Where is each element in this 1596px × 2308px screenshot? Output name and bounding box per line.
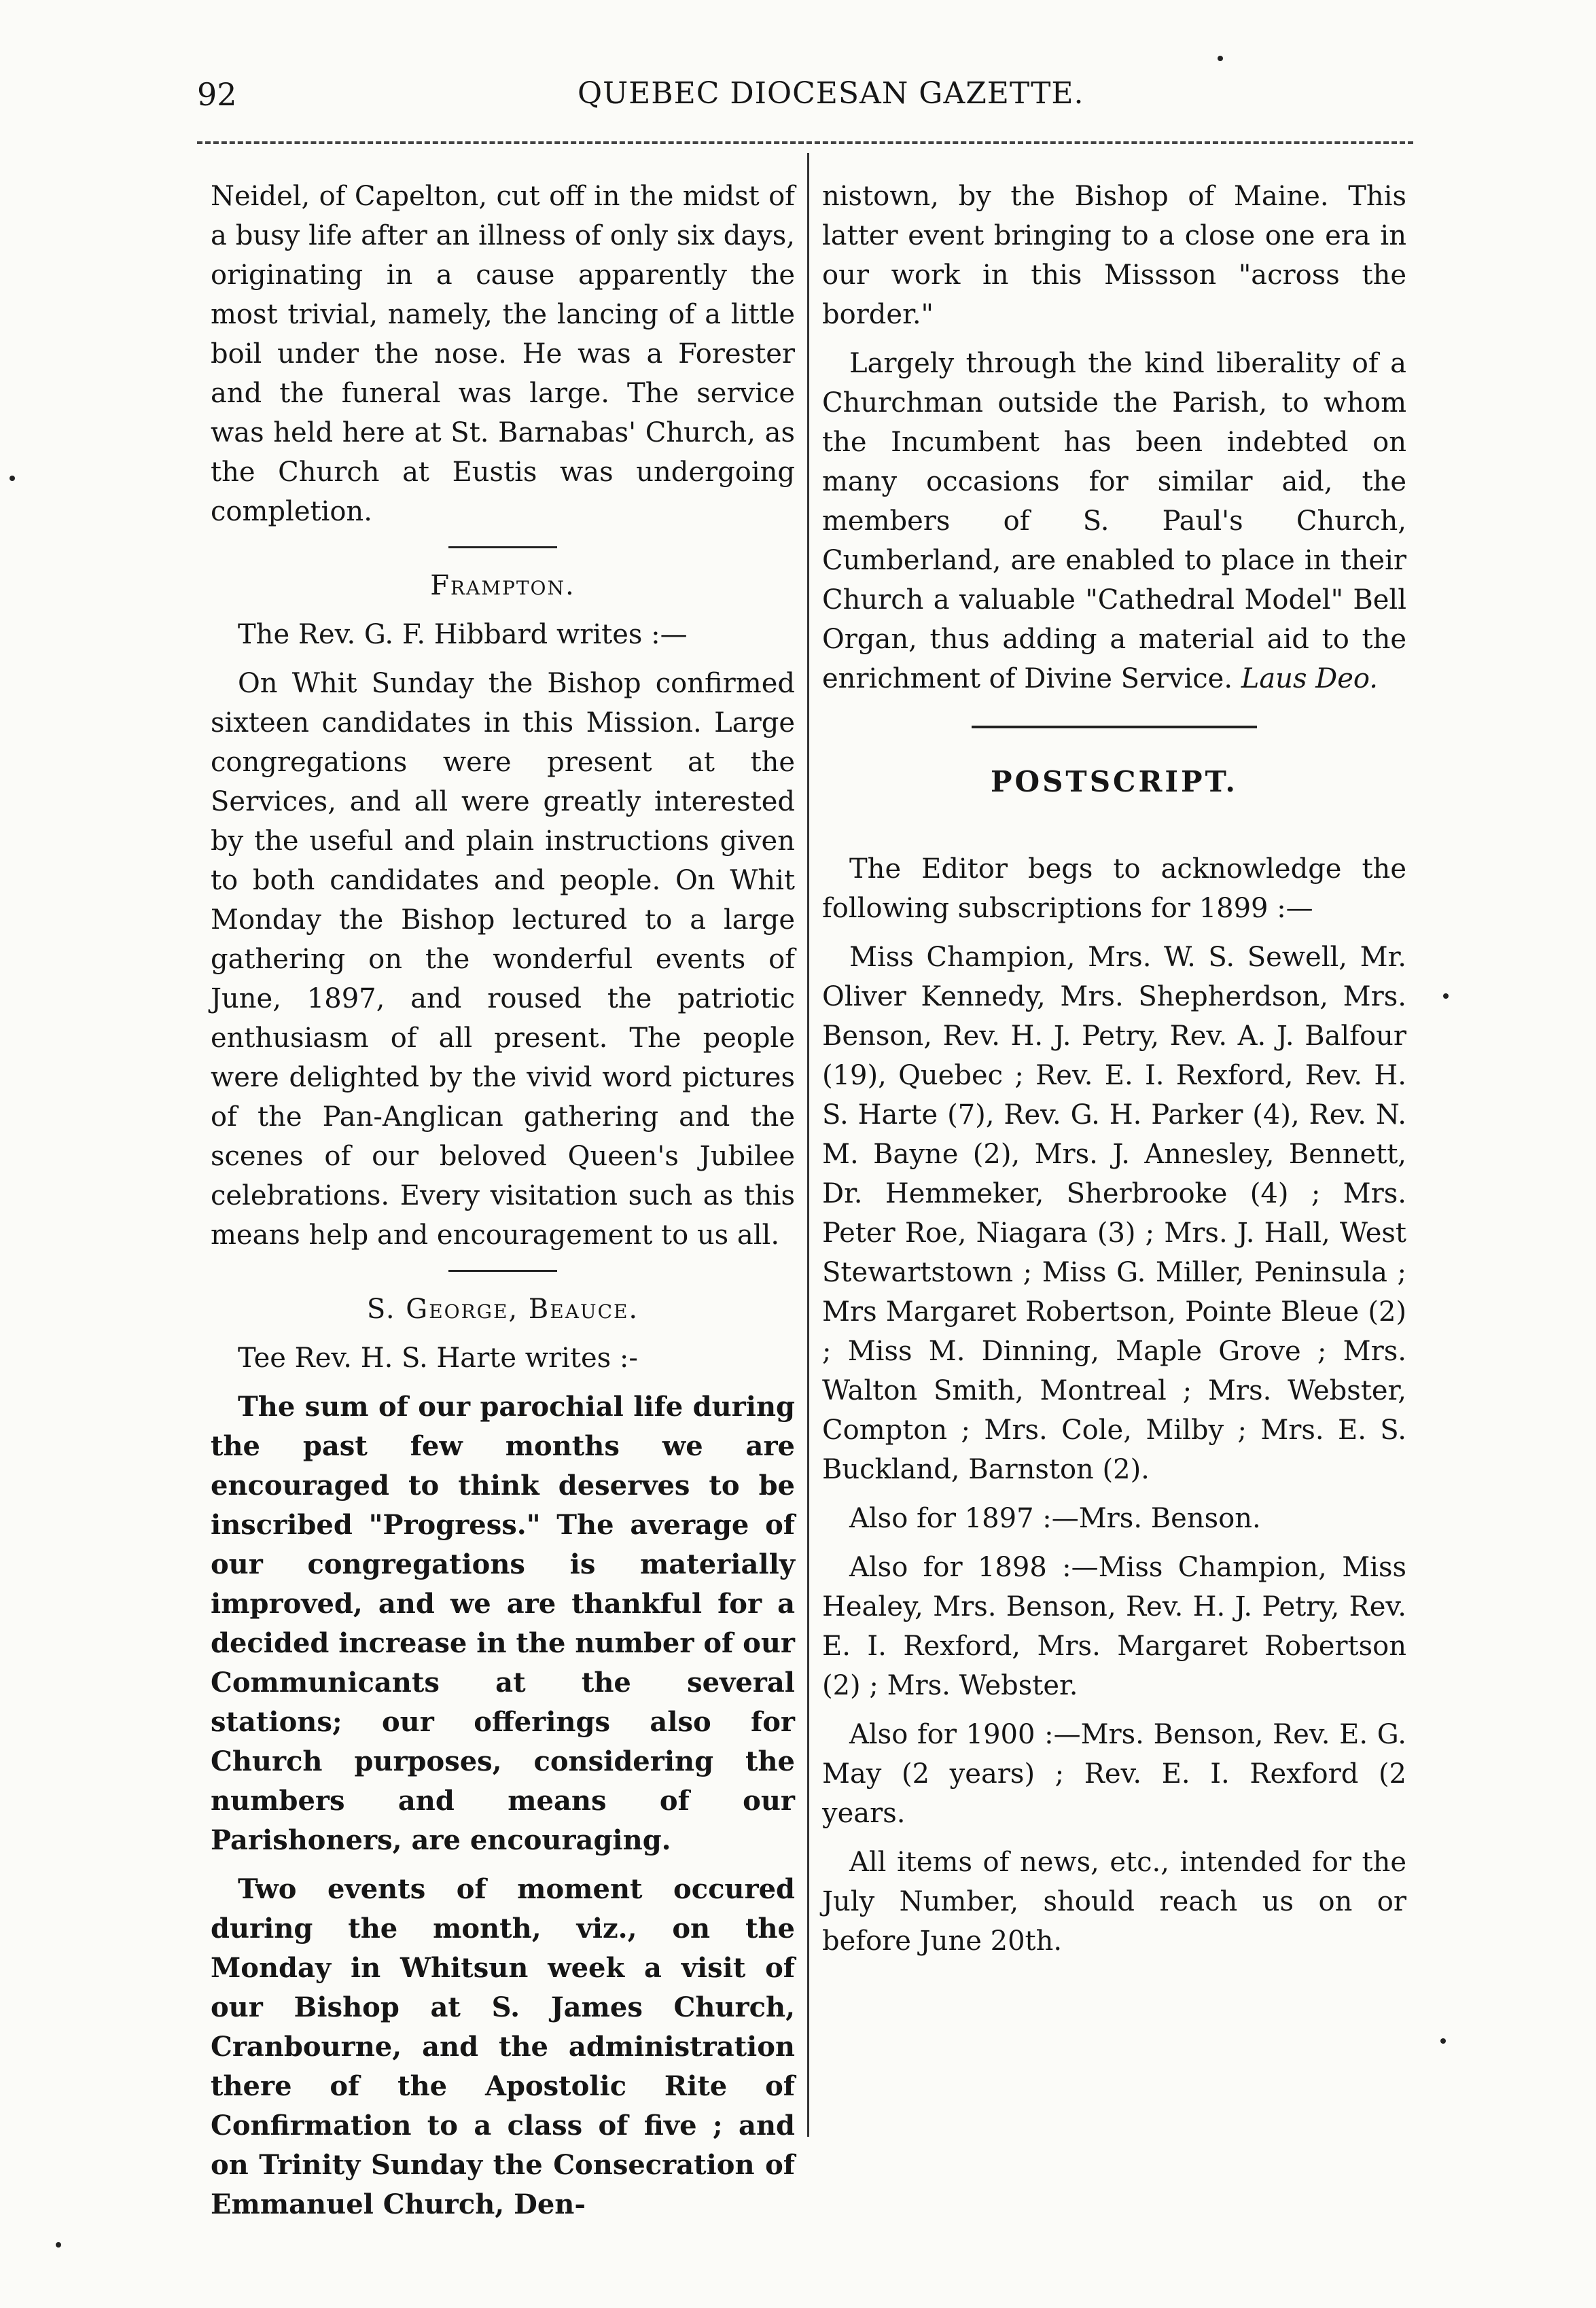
scan-speck [1443,993,1449,999]
postscript-intro: The Editor begs to acknowledge the following subscriptions for 1899 :— [822,853,1406,924]
organ-paragraph-text: Largely through the kind liberality of a Churchman outside the Parish, to whom the Incumbent has been indebted on many occasions for similar aid, the members of S. Paul's Church, Cumberland, are enabled to place in their Church a valuable "Cathedral Model" Bell Organ, thus adding a material aid to the enrichment of Divine Service. [822,348,1406,694]
beauce-paragraph: Two events of moment occured during the month, viz., on the Monday in Whitsun week a visit of our Bishop at S. James Church, Cranbourne, and the administration there of the Apostolic Rite of Confirmation to a class of five ; and on Trinity Sunday the Consecration of Emmanuel Church, Den- [211,1873,795,2220]
closing-notice: All items of news, etc., intended for the July Number, should reach us on or before June 20th. [822,1847,1406,1957]
running-title: QUEBEC DIOCESAN GAZETTE. [578,76,1084,111]
right-column [822,177,1406,1970]
beauce-heading: S. George, Beauce. [366,1294,639,1325]
beauce-paragraph: The sum of our parochial life during the past few months we are encouraged to think deserves to be inscribed "Progress." The average of our congregations is materially improved, and we are thankful for a decided increase in the number of our Communicants at the several stations; our offerings also for Church purposes, considering the numbers and means of our Parishoners, are encouraging. [211,1391,795,1856]
scan-speck [10,476,15,481]
scan-speck [56,2242,61,2248]
postscript-rule [972,726,1257,728]
header-rule [197,141,1413,144]
scan-speck [1440,2038,1446,2044]
frampton-byline: The Rev. G. F. Hibbard writes :— [238,619,688,650]
subscriber-list-1900: Also for 1900 :—Mrs. Benson, Rev. E. G. May (2 years) ; Rev. E. I. Rexford (2 years. [822,1719,1406,1829]
left-column [211,177,795,2234]
obituary-paragraph: Neidel, of Capelton, cut off in the midst of a busy life after an illness of only six days, originating in a cause apparently the most trivial, namely, the lancing of a little boil under the nose. He was a Forester and the funeral was large. The service was held here at St. Barnabas' Church, as the Church at Eustis was undergoing completion. [211,181,795,527]
subscriber-list: Miss Champion, Mrs. W. S. Sewell, Mr. Oliver Kennedy, Mrs. Shepherdson, Mrs. Benson, Rev. H. J. Petry, Rev. A. J. Balfour (19), Quebec ; Rev. E. I. Rexford, Rev. H. S. Harte (7), Rev. G. H. Parker (4), Rev. N. M. Bayne (2), Mrs. J. Annesley, Bennett, Dr. Hemmeker, Sherbrooke (4) ; Mrs. Peter Roe, Niagara (3) ; Mrs. J. Hall, West Stewartstown ; Miss G. Miller, Peninsula ; Mrs Margaret Robertson, Pointe Bleue (2) ; Miss M. Dinning, Maple Grove ; Mrs. Walton Smith, Montreal ; Mrs. Webster, Compton ; Mrs. Cole, Milby ; Mrs. E. S. Buckland, Barnston (2). [822,942,1406,1485]
page-number: 92 [197,76,237,113]
subscriber-list-1897: Also for 1897 :—Mrs. Benson. [849,1503,1261,1534]
continuation-paragraph: nistown, by the Bishop of Maine. This latter event bringing to a close one era in our work in this Missson "across the border." [822,181,1406,330]
column-divider [807,153,809,2137]
beauce-byline: Tee Rev. H. S. Harte writes :- [238,1343,638,1374]
section-rule [448,546,557,548]
page-header [197,76,1413,124]
subscriber-list-1898: Also for 1898 :—Miss Champion, Miss Healey, Mrs. Benson, Rev. H. J. Petry, Rev. E. I. Rexford, Mrs. Margaret Robertson (2) ; Mrs. Webster. [822,1552,1406,1701]
section-rule [448,1270,557,1272]
postscript-heading: POSTSCRIPT. [990,765,1239,798]
frampton-paragraph: On Whit Sunday the Bishop confirmed sixteen candidates in this Mission. Large congregations were present at the Services, and all were greatly interested by the useful and plain instructions given to both candidates and people. On Whit Monday the Bishop lectured to a large gathering on the wonderful events of June, 1897, and roused the patriotic enthusiasm of all present. The people were delighted by the vivid word pictures of the Pan-Anglican gathering and the scenes of our beloved Queen's Jubilee celebrations. Every visitation such as this means help and encouragement to us all. [211,668,795,1251]
organ-paragraph [822,344,1406,698]
scan-speck [1218,56,1223,61]
laus-deo: Laus Deo. [1241,663,1379,694]
frampton-heading: Frampton. [430,570,575,601]
